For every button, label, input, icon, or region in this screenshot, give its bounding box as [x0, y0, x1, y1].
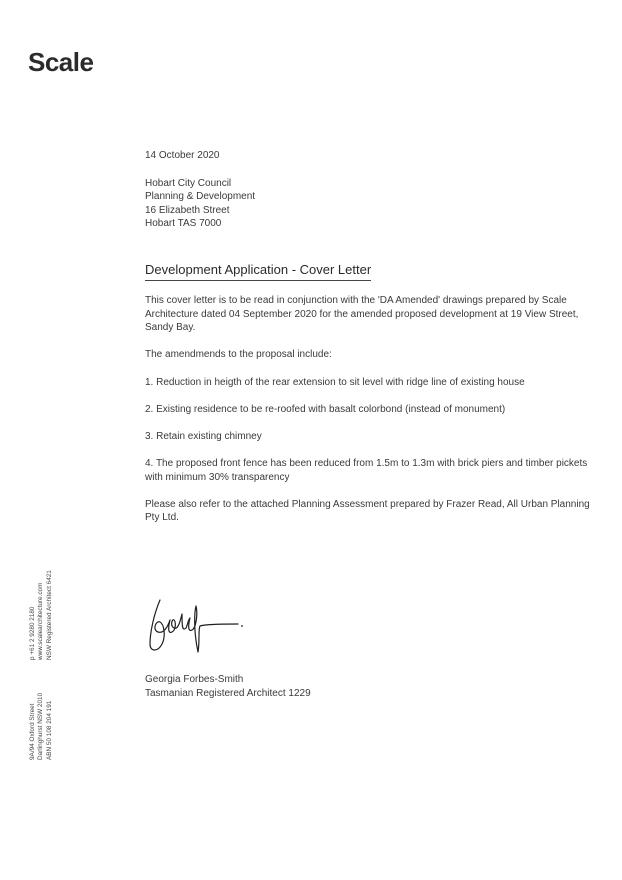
recipient-line: Hobart TAS 7000 [145, 218, 222, 230]
intro-paragraph: This cover letter is to be read in conjunction with the 'DA Amended' drawings prepared by Scale Architecture dated 04 September 2020 for the amended proposed development at 19 View Street, Sandy Bay. [145, 294, 579, 334]
signature-block [145, 673, 311, 700]
amendment-item: 3. Retain existing chimney [145, 430, 262, 442]
signer-title: Tasmanian Registered Architect 1229 [145, 687, 311, 699]
closing-paragraph: Please also refer to the attached Planning Assessment prepared by Frazer Read, All Urban Planning Pty Ltd. [145, 498, 590, 524]
amendment-item: 1. Reduction in heigth of the rear extension to sit level with ridge line of existing house [145, 376, 525, 388]
contact-details [29, 570, 54, 660]
recipient-line: 16 Elizabeth Street [145, 204, 230, 216]
letter-body [145, 149, 600, 525]
signer-name: Georgia Forbes-Smith [145, 674, 244, 685]
street-address: 9A/94 Oxford Street [29, 703, 36, 760]
letter-date: 14 October 2020 [145, 150, 220, 161]
office-address [29, 693, 54, 760]
website: www.scalearchitecture.com [37, 582, 45, 660]
amendment-item: 2. Existing residence to be re-roofed with basalt colorbond (instead of monument) [145, 403, 506, 415]
amendment-item: 4. The proposed front fence has been reduced from 1.5m to 1.3m with brick piers and timber pickets with minimum 30% transparency [145, 458, 588, 483]
recipient-address [145, 177, 600, 231]
recipient-line: Planning & Development [145, 191, 256, 203]
amendments-heading: The amendmends to the proposal include: [145, 349, 332, 361]
recipient-line: Hobart City Council [145, 177, 232, 189]
letter-subject: Development Application - Cover Letter [145, 262, 371, 281]
abn-number: ABN 50 108 204 191 [45, 700, 53, 760]
company-logo: Scale [28, 47, 94, 77]
suburb-address: Darlinghurst NSW 2010 [37, 692, 45, 760]
phone-number: p +61 2 9280 2180 [29, 606, 36, 660]
registration-number: NSW Registered Architect 6421 [45, 570, 53, 660]
signature-image [144, 594, 254, 658]
